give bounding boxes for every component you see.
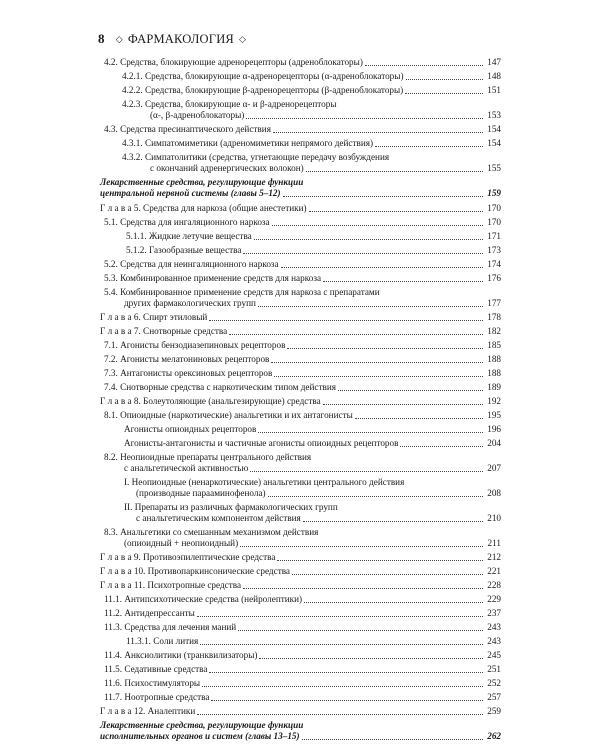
dot-leader: [365, 64, 483, 66]
dot-leader: [323, 403, 483, 405]
toc-entry: [104, 678, 501, 689]
toc-entry: [124, 477, 501, 488]
toc-entry-page: 228: [487, 580, 501, 590]
toc-entry-title: 4.2.1. Средства, блокирующие α-адренорецепторы (α-адреноблокаторы): [122, 71, 404, 81]
toc-entry-page: 192: [487, 396, 501, 406]
toc-entry-page: 185: [487, 340, 501, 350]
page-number: 8: [98, 31, 105, 46]
toc-entry: [122, 99, 501, 110]
toc-entry-page: 159: [487, 188, 501, 198]
toc-entry: [100, 396, 501, 407]
toc-entry-title: 11.5. Седативные средства: [104, 664, 208, 674]
toc-entry-page: 243: [487, 636, 501, 646]
dot-leader: [281, 266, 483, 268]
toc-entry-page: 208: [487, 488, 501, 498]
toc-entry: [126, 245, 501, 256]
toc-entry-title: 4.3.2. Симпатолитики (средства, угнетающие передачу возбуждения: [122, 152, 390, 162]
toc-entry: [124, 502, 501, 513]
toc-entry-page: 252: [487, 678, 501, 688]
toc-entry-page: 245: [487, 650, 501, 660]
dot-leader: [271, 361, 483, 363]
toc-entry-title: 4.3.1. Симпатомиметики (адреномиметики непрямого действия): [122, 138, 374, 148]
toc-entry: [100, 566, 501, 577]
toc-entry-title: 11.3. Средства для лечения маний: [104, 622, 237, 632]
toc-entry: [136, 488, 501, 499]
toc-entry-title: Г л а в а 8. Болеутоляющие (анальгезирующие) средства: [100, 396, 321, 406]
toc-entry-page: 171: [487, 231, 501, 241]
toc-entry: [124, 463, 501, 474]
toc-entry-page: 155: [487, 163, 501, 173]
toc-entry: [104, 368, 501, 379]
dot-leader: [273, 131, 483, 133]
dot-leader: [243, 252, 483, 254]
toc-entry: [100, 326, 501, 337]
toc-entry-title: 5.1. Средства для ингаляционного наркоза: [104, 217, 270, 227]
dot-leader: [258, 305, 483, 307]
toc-entry: [124, 424, 501, 435]
toc-entry-page: 177: [487, 298, 501, 308]
dot-leader: [274, 375, 483, 377]
toc-entry: [100, 312, 501, 323]
dot-leader: [406, 78, 483, 80]
toc-entry-page: 221: [487, 566, 501, 576]
toc-entry: [104, 692, 501, 703]
toc-entry-title: Агонисты-антагонисты и частичные агонисты опиоидных рецепторов: [124, 438, 399, 448]
toc-entry-page: 151: [487, 85, 501, 95]
dot-leader: [200, 643, 483, 645]
toc-entry: [104, 594, 501, 605]
toc-entry: [136, 513, 501, 524]
toc-entry-title: Лекарственные средства, регулирующие функции: [100, 720, 304, 730]
toc-entry-title: 5.1.2. Газообразные вещества: [126, 245, 242, 255]
dot-leader: [309, 210, 483, 212]
toc-entry: [104, 410, 501, 421]
toc-entry: [126, 231, 501, 242]
toc-entry: [104, 259, 501, 270]
toc-entry-page: 189: [487, 382, 501, 392]
dot-leader: [355, 417, 483, 419]
toc-entry-title: 5.1.1. Жидкие летучие вещества: [126, 231, 252, 241]
dot-leader: [405, 92, 483, 94]
toc-entry-title: 11.4. Анксиолитики (транквилизаторы): [104, 650, 258, 660]
toc-entry: [124, 298, 501, 309]
dot-leader: [400, 445, 483, 447]
toc-entry: [122, 152, 501, 163]
dot-leader: [240, 545, 483, 547]
dot-leader: [258, 431, 483, 433]
toc-entry-title: с анальгетическим компонентом действия: [136, 513, 301, 523]
dot-leader: [202, 685, 483, 687]
toc-entry: [104, 608, 501, 619]
toc-entry-title: исполнительных органов и систем (главы 13–15): [100, 731, 300, 741]
toc-entry-title: центральной нервной системы (главы 5–12): [100, 188, 281, 198]
toc-entry: [104, 217, 501, 228]
toc-entry-title: с окончаний адренергических волокон): [150, 163, 304, 173]
toc-entry-page: 178: [487, 312, 501, 322]
toc-entry: [104, 382, 501, 393]
toc-entry: [100, 720, 501, 731]
dot-leader: [375, 145, 483, 147]
toc-entry-title: 7.3. Антагонисты орексиновых рецепторов: [104, 368, 273, 378]
toc-entry-page: 237: [487, 608, 501, 618]
toc-entry-title: 4.2. Средства, блокирующие адренорецепторы (адреноблокаторы): [104, 57, 363, 67]
toc-entry: [100, 580, 501, 591]
dot-leader: [304, 601, 483, 603]
toc-entry-page: 229: [487, 594, 501, 604]
toc-entry-title: 11.3.1. Соли лития: [126, 636, 199, 646]
toc-entry-page: 153: [487, 110, 501, 120]
toc-entry: [104, 273, 501, 284]
toc-entry: [100, 188, 501, 199]
toc-entry: [150, 110, 501, 121]
toc-entry-title: (α-, β-адреноблокаторы): [150, 110, 245, 120]
toc-entry: [104, 527, 501, 538]
dot-leader: [302, 738, 483, 740]
diamond-icon: ◇: [115, 33, 123, 44]
toc-entry: [104, 57, 501, 68]
toc-entry-title: 5.4. Комбинированное применение средств для наркоза с препаратами: [104, 287, 380, 297]
toc-entry: [122, 71, 501, 82]
toc-entry-page: 243: [487, 622, 501, 632]
toc-entry: [104, 664, 501, 675]
toc-entry: [104, 622, 501, 633]
toc-entry-title: Агонисты опиоидных рецепторов: [124, 424, 257, 434]
dot-leader: [272, 224, 483, 226]
dot-leader: [303, 520, 483, 522]
toc-entry-title: 5.3. Комбинированное применение средств для наркоза: [104, 273, 322, 283]
toc-entry-page: 188: [487, 368, 501, 378]
toc-entry: [100, 731, 501, 742]
dot-leader: [197, 615, 483, 617]
toc-entry-page: 154: [487, 138, 501, 148]
toc-entry-page: 211: [487, 538, 501, 548]
dot-leader: [250, 470, 483, 472]
dot-leader: [259, 657, 483, 659]
toc-entry-title: II. Препараты из различных фармакологических групп: [124, 502, 338, 512]
toc-entry-page: 170: [487, 203, 501, 213]
dot-leader: [277, 559, 483, 561]
toc-entry: [122, 85, 501, 96]
dot-leader: [246, 117, 483, 119]
toc-entry-title: 11.1. Антипсихотические средства (нейролептики): [104, 594, 303, 604]
book-title: ФАРМАКОЛОГИЯ: [127, 31, 234, 46]
diamond-icon: ◇: [238, 33, 247, 44]
toc-entry: [100, 177, 501, 188]
dot-leader: [292, 573, 483, 575]
toc-entry: [104, 340, 501, 351]
toc-entry-page: 173: [487, 245, 501, 255]
toc-entry-title: (опиоидный + неопиоидный): [124, 538, 239, 548]
toc-entry-title: 11.7. Ноотропные средства: [104, 692, 210, 702]
toc-entry-title: 7.2. Агонисты мелатониновых рецепторов: [104, 354, 270, 364]
toc-entry-page: 257: [487, 692, 501, 702]
toc-entry-page: 147: [487, 57, 501, 67]
toc-entry-title: 8.2. Неопиоидные препараты центрального действия: [104, 452, 312, 462]
toc-entry-title: Г л а в а 9. Противоэпилептические средства: [100, 552, 276, 562]
toc-entry-title: 4.3. Средства пресинаптического действия: [104, 124, 271, 134]
dot-leader: [197, 713, 483, 715]
toc-entry-page: 212: [487, 552, 501, 562]
toc-entry-title: 11.6. Психостимуляторы: [104, 678, 201, 688]
dot-leader: [268, 495, 483, 497]
toc-entry: [100, 552, 501, 563]
toc-entry-title: 4.2.3. Средства, блокирующие α- и β-адренорецепторы: [122, 99, 337, 109]
dot-leader: [306, 170, 483, 172]
toc-entry-page: 204: [487, 438, 501, 448]
dot-leader: [254, 238, 483, 240]
toc-entry: [100, 203, 501, 214]
toc-entry-title: с анальгетической активностью: [124, 463, 249, 473]
toc-entry-title: Г л а в а 7. Снотворные средства: [100, 326, 228, 336]
toc-entry-page: 176: [487, 273, 501, 283]
toc-entry-title: Г л а в а 11. Психотропные средства: [100, 580, 242, 590]
toc-entry-title: 7.4. Снотворные средства с наркотическим типом действия: [104, 382, 337, 392]
toc-entry-page: 174: [487, 259, 501, 269]
toc-entry-page: 170: [487, 217, 501, 227]
toc-entry-page: 195: [487, 410, 501, 420]
toc-entry: [122, 138, 501, 149]
toc-entry-title: 7.1. Агонисты бензодиазепиновых рецепторов: [104, 340, 286, 350]
toc-entry-page: 154: [487, 124, 501, 134]
dot-leader: [229, 333, 483, 335]
toc-entry-page: 210: [487, 513, 501, 523]
toc-entry: [104, 124, 501, 135]
dot-leader: [338, 389, 483, 391]
toc-entry-page: 251: [487, 664, 501, 674]
dot-leader: [209, 671, 483, 673]
toc-entry-title: других фармакологических групп: [124, 298, 256, 308]
toc-entry: [104, 354, 501, 365]
toc-entry-title: 8.1. Опиоидные (наркотические) анальгетики и их антагонисты: [104, 410, 353, 420]
dot-leader: [211, 699, 483, 701]
toc-entry-title: 11.2. Антидепрессанты: [104, 608, 195, 618]
toc-entry-page: 207: [487, 463, 501, 473]
toc-entry-title: Г л а в а 6. Спирт этиловый: [100, 312, 208, 322]
toc-entry-page: 188: [487, 354, 501, 364]
dot-leader: [209, 319, 483, 321]
toc-entry: [104, 650, 501, 661]
toc-entry-title: (производные парааминофенола): [136, 488, 266, 498]
dot-leader: [238, 629, 483, 631]
toc-entry-page: 148: [487, 71, 501, 81]
dot-leader: [283, 195, 483, 197]
dot-leader: [243, 587, 483, 589]
toc-entry-title: Г л а в а 5. Средства для наркоза (общие анестетики): [100, 203, 307, 213]
toc-entry: [104, 287, 501, 298]
toc-entry: [100, 706, 501, 717]
toc-entry-title: Г л а в а 10. Противопаркинсонические средства: [100, 566, 290, 576]
toc-entry-title: 4.2.2. Средства, блокирующие β-адренорецепторы (β-адреноблокаторы): [122, 85, 404, 95]
toc-entry-title: Лекарственные средства, регулирующие функции: [100, 177, 304, 187]
dot-leader: [323, 280, 483, 282]
dot-leader: [287, 347, 483, 349]
toc-entry: [104, 452, 501, 463]
toc-entry-title: 8.3. Анальгетики со смешанным механизмом действия: [104, 527, 319, 537]
toc-entry-page: 182: [487, 326, 501, 336]
toc-entry-page: 259: [487, 706, 501, 716]
toc-entry-title: I. Неопиоидные (ненаркотические) анальгетики центрального действия: [124, 477, 405, 487]
toc-entry-title: 5.2. Средства для неингаляционного наркоза: [104, 259, 279, 269]
toc-entry: [126, 636, 501, 647]
running-header: [98, 32, 251, 46]
toc-entry: [124, 438, 501, 449]
toc-entry-title: Г л а в а 12. Аналептики: [100, 706, 196, 716]
toc-entry: [124, 538, 501, 549]
toc-entry: [150, 163, 501, 174]
toc-entry-page: 196: [487, 424, 501, 434]
toc-entry-page: 262: [487, 731, 501, 741]
